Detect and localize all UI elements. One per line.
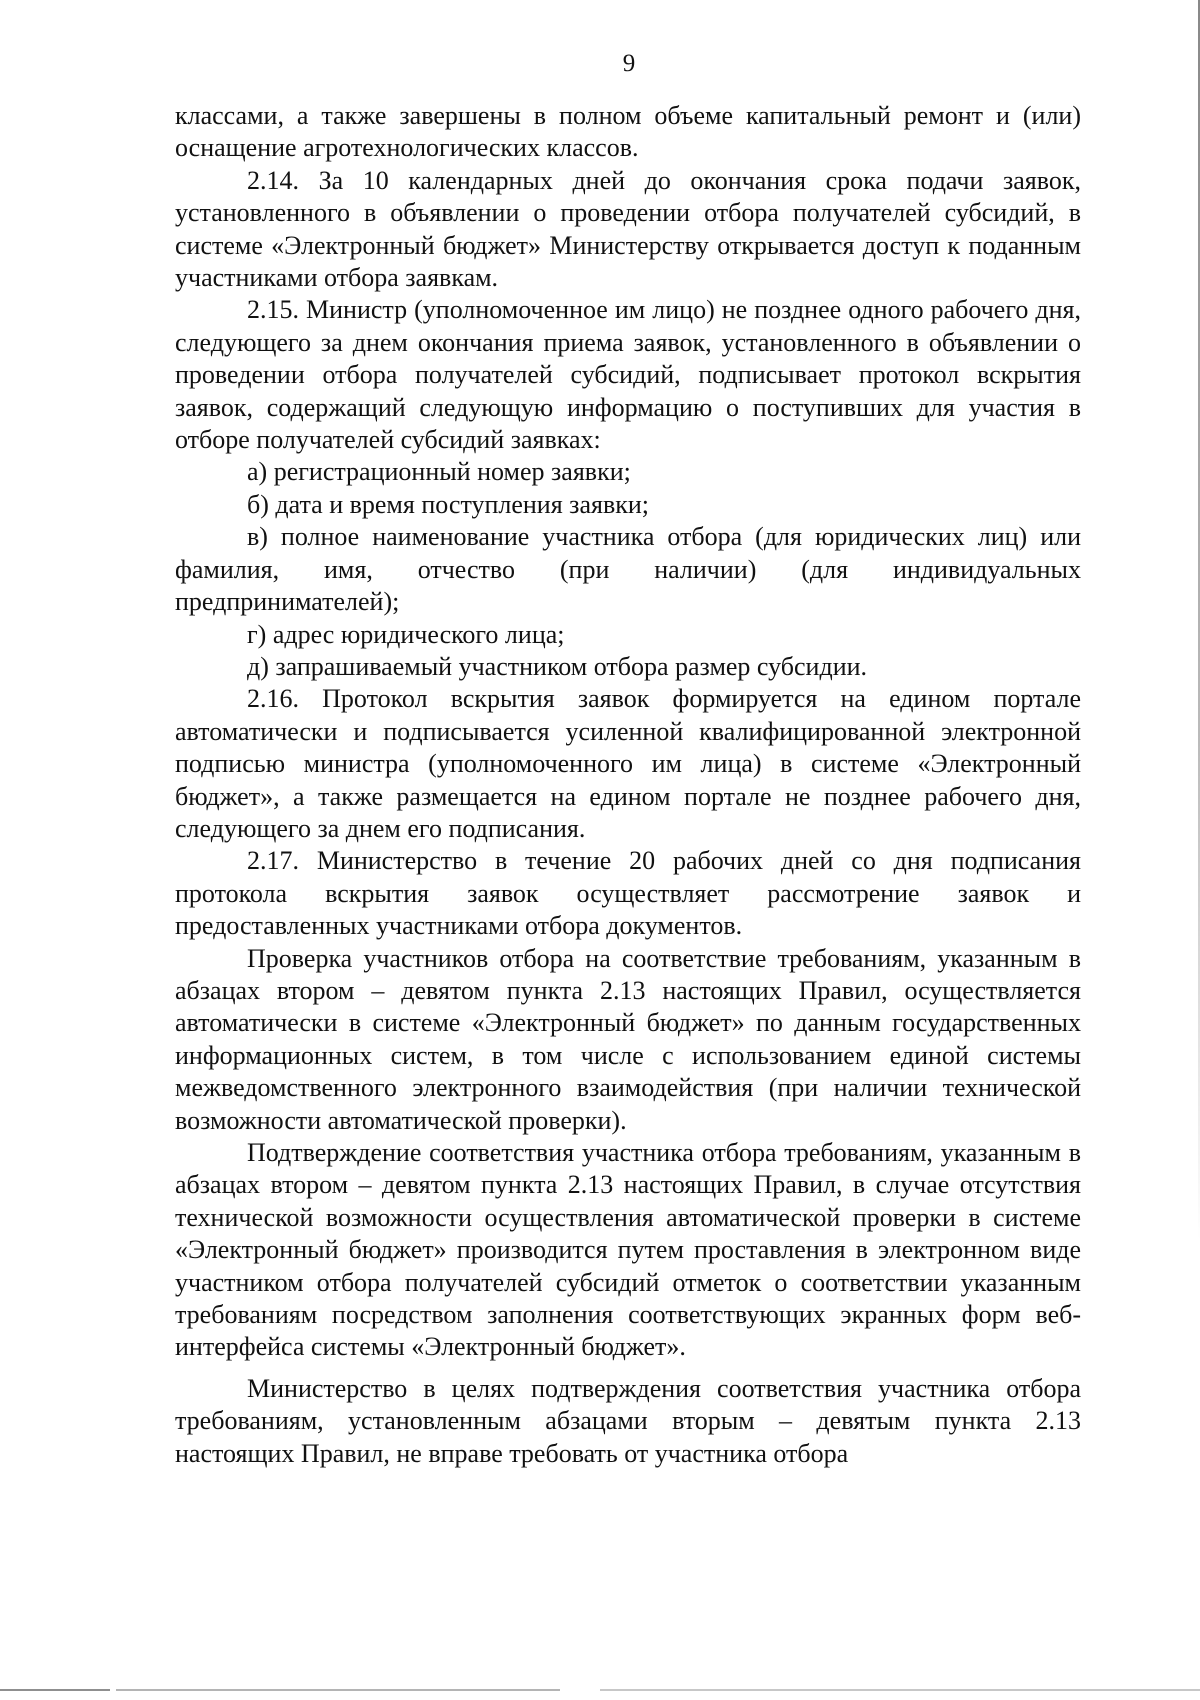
clause-2-15: 2.15. Министр (уполномоченное им лицо) не позднее одного рабочего дня, следующего за днем окончания приема заявок, установленного в объявлении о проведении отбора получателей субсидий, подписывает протокол вскрытия заявок, содержащий следующую информацию о поступивших для участия в отборе получателей субсидий заявках: — [175, 295, 1081, 455]
paragraph-verification: Проверка участников отбора на соответствие требованиям, указанным в абзацах втором – девятом пункта 2.13 настоящих Правил, осуществляется автоматически в системе «Электронный бюджет» по данным государственных информационных систем, в том числе с использованием единой системы межведомственного электронного взаимодействия (при наличии технической возможности автоматической проверки). — [175, 943, 1081, 1135]
page-number: 9 — [622, 50, 636, 77]
list-item-b: б) дата и время поступления заявки; — [247, 489, 649, 519]
paragraph-continuation: классами, а также завершены в полном объеме капитальный ремонт и (или) оснащение агротехнологических классов. — [175, 101, 1081, 163]
clause-2-14: 2.14. За 10 календарных дней до окончания срока подачи заявок, установленного в объявлении о проведении отбора получателей субсидий, в системе «Электронный бюджет» Министерству открывается доступ к поданным участниками отбора заявкам. — [175, 165, 1081, 293]
scan-bottom-line — [0, 1689, 1200, 1691]
list-item-g: г) адрес юридического лица; — [247, 619, 565, 649]
list-item-v: в) полное наименование участника отбора (для юридических лиц) или фамилия, имя, отчество (при наличии) (для индивидуальных предпринимателей); — [175, 522, 1081, 617]
paragraph-confirmation: Подтверждение соответствия участника отбора требованиям, указанным в абзацах втором – девятом пункта 2.13 настоящих Правил, в случае отсутствия технической возможности осуществления автоматической проверки в системе «Электронный бюджет» производится путем проставления в электронном виде участником отбора получателей субсидий отметок о соответствии указанным требованиям посредством заполнения соответствующих экранных форм веб-интерфейса системы «Электронный бюджет». — [175, 1138, 1081, 1362]
list-item-a: а) регистрационный номер заявки; — [247, 457, 631, 487]
clause-2-17: 2.17. Министерство в течение 20 рабочих дней со дня подписания протокола вскрытия заявок осуществляет рассмотрение заявок и предоставленных участниками отбора документов. — [175, 846, 1081, 941]
paragraph-ministry-restriction: Министерство в целях подтверждения соответствия участника отбора требованиям, установленным абзацами вторым – девятым пункта 2.13 настоящих Правил, не вправе требовать от участника отбора — [175, 1373, 1081, 1468]
document-body — [175, 100, 1081, 1470]
list-item-d: д) запрашиваемый участником отбора размер субсидии. — [247, 651, 868, 681]
clause-2-16: 2.16. Протокол вскрытия заявок формируется на едином портале автоматически и подписывается усиленной квалифицированной электронной подписью министра (уполномоченного им лица) в системе «Электронный бюджет», а также размещается на едином портале не позднее рабочего дня, следующего за днем его подписания. — [175, 684, 1081, 843]
